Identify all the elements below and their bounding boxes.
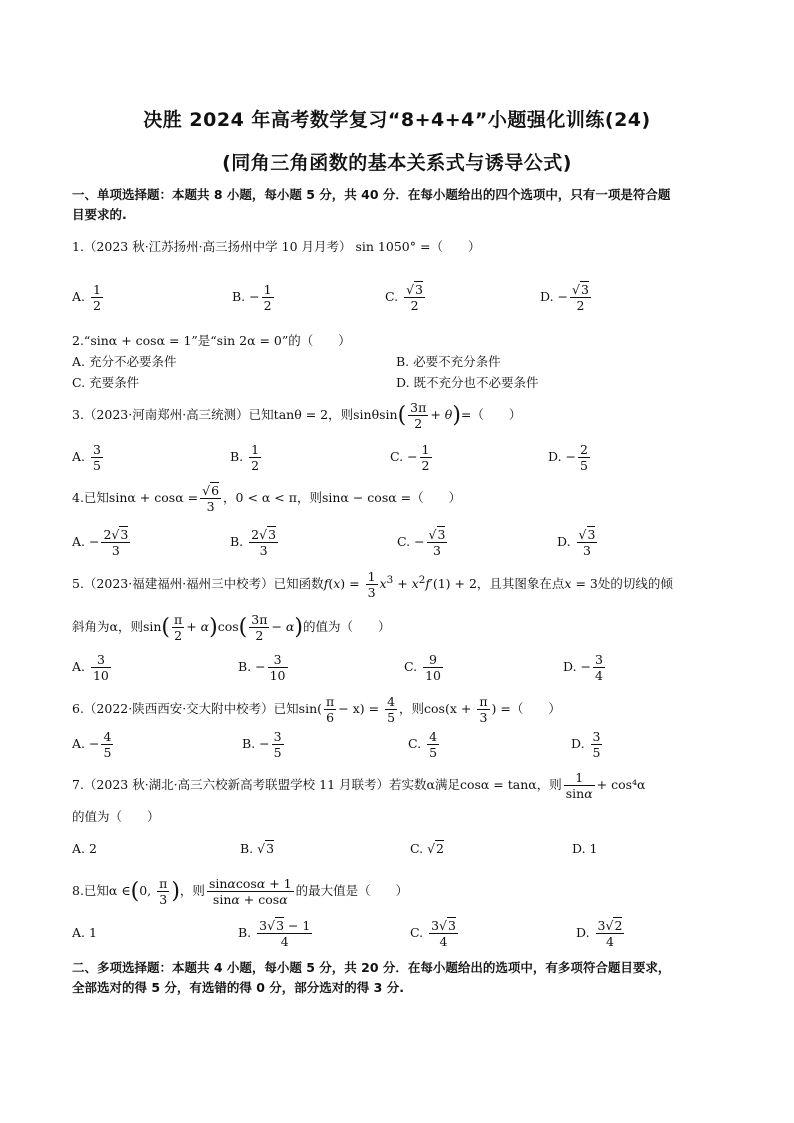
q5-option-b: B. − $\frac{3}{10}$: [238, 652, 286, 683]
q1-option-d: D. − $\frac{√3}{2}$: [540, 282, 589, 313]
q1-option-b: B. − $\frac{1}{2}$: [232, 282, 272, 313]
question-7: 7.（2023 秋·湖北·高三六校新高考联盟学校 11 月联考）若实数α满足cosα = tanα，则 $\frac{1}{\sin\alpha}$ + cos⁴α: [72, 770, 646, 801]
page-title: 决胜 2024 年高考数学复习“8+4+4”小题强化训练(24): [143, 109, 651, 131]
question-8: 8.已知α ∈(0, $\frac{\pi}{3}$ )，则 $\frac{\sin\alpha\cos\alpha + 1}{\sin\alpha + \cos\alpha}$ 的最大值是（ ）: [72, 876, 409, 907]
q5-option-d: D. − $\frac{3}{4}$: [563, 652, 603, 683]
q2-option-c: C. 充要条件: [72, 375, 140, 390]
q4-tail: ，0 < α < π，则sinα − cosα =（ ）: [223, 490, 462, 505]
section1-heading-cont: 目要求的.: [72, 207, 127, 222]
q4-option-c: C. − $\frac{√3}{3}$: [397, 527, 446, 558]
q6-option-d: D. $\frac{3}{5}$: [571, 729, 601, 760]
q6-option-b: B. − $\frac{3}{5}$: [242, 729, 282, 760]
q1-option-a: A. $\frac{1}{2}$: [72, 282, 101, 313]
q7-option-a: A. 2: [72, 841, 97, 856]
page-subtitle: (同角三角函数的基本关系式与诱导公式): [222, 152, 572, 174]
question-4: 4.已知sinα + cosα = $\frac{√6}{3}$ ，0 < α < π，则sinα − cosα =（ ）: [72, 483, 462, 514]
q3-option-b: B. $\frac{1}{2}$: [230, 442, 260, 473]
q1-stem: 1.（2023 秋·江苏扬州·高三扬州中学 10 月月考）: [72, 239, 352, 254]
q8-option-a: A. 1: [72, 925, 97, 940]
question-3: 3.（2023·河南郑州·高三统测）已知tanθ = 2，则sinθsin( $\frac{3\pi}{2}$ + θ)=（ ）: [72, 400, 522, 431]
q8-option-d: D. $\frac{3√2}{4}$: [576, 918, 623, 949]
question-1: [72, 237, 480, 255]
question-2: 2.“sinα + cosα = 1”是“sin 2α = 0”的（ ）: [72, 333, 351, 348]
q3-tail: =（ ）: [460, 407, 522, 422]
q3-stem: 3.（2023·河南郑州·高三统测）已知tanθ = 2，则sinθsin: [72, 407, 398, 422]
question-5: 5.（2023·福建福州·福州三中校考）已知函数f(x) = $\frac{1}{3}$ $x^3 + x^2f'(1) + 2$，且其图象在点x = 3处的切线的倾: [72, 569, 673, 600]
q8-option-b: B. $\frac{3√3 - 1}{4}$: [238, 918, 311, 949]
q4-option-a: A. − $\frac{2√3}{3}$: [72, 527, 129, 558]
question-5-cont: 斜角为α，则sin( $\frac{\pi}{2}$ + α)cos( $\frac{3\pi}{2}$ − α)的值为（ ）: [72, 612, 391, 643]
q4-option-b: B. $\frac{2√3}{3}$: [230, 527, 277, 558]
q6-option-c: C. $\frac{4}{5}$: [408, 729, 438, 760]
section1-heading: 一、单项选择题：本题共 8 小题，每小题 5 分，共 40 分．在每小题给出的四个选项中，只有一项是符合题: [72, 187, 671, 202]
question-6: 6.（2022·陕西西安·交大附中校考）已知sin( $\frac{\pi}{6}$ − x) = $\frac{4}{5}$ ，则cos(x + $\frac{\pi}{3}$ ) =（ ）: [72, 694, 561, 725]
q7-option-b: B. √3: [240, 841, 275, 856]
q6-option-a: A. − $\frac{4}{5}$: [72, 729, 112, 760]
section2-heading-cont: 全部选对的得 5 分，有选错的得 0 分，部分选对的得 3 分.: [72, 980, 404, 995]
q2-option-d: D. 既不充分也不必要条件: [396, 375, 539, 390]
q1-option-c: C. $\frac{√3}{2}$: [385, 282, 423, 313]
q4-option-d: D. $\frac{√3}{3}$: [557, 527, 596, 558]
q5-option-a: A. $\frac{3}{10}$: [72, 652, 109, 683]
q2-option-a: A. 充分不必要条件: [72, 354, 177, 369]
q3-option-c: C. − $\frac{1}{2}$: [390, 442, 430, 473]
question-7-cont: 的值为（ ）: [72, 809, 160, 824]
q2-option-b: B. 必要不充分条件: [396, 354, 501, 369]
q7-option-c: C. √2: [410, 841, 444, 856]
q1-expr: sin 1050° =（ ）: [355, 239, 481, 254]
q4-stem: 4.已知sinα + cosα =: [72, 490, 199, 505]
q3-option-a: A. $\frac{3}{5}$: [72, 442, 101, 473]
q7-option-d: D. 1: [572, 841, 598, 856]
q3-option-d: D. − $\frac{2}{5}$: [548, 442, 588, 473]
q5-option-c: C. $\frac{9}{10}$: [404, 652, 441, 683]
section2-heading: 二、多项选择题：本题共 4 小题，每小题 5 分，共 20 分．在每小题给出的选项中，有多项符合题目要求，: [72, 960, 671, 975]
q8-option-c: C. $\frac{3√3}{4}$: [410, 918, 456, 949]
